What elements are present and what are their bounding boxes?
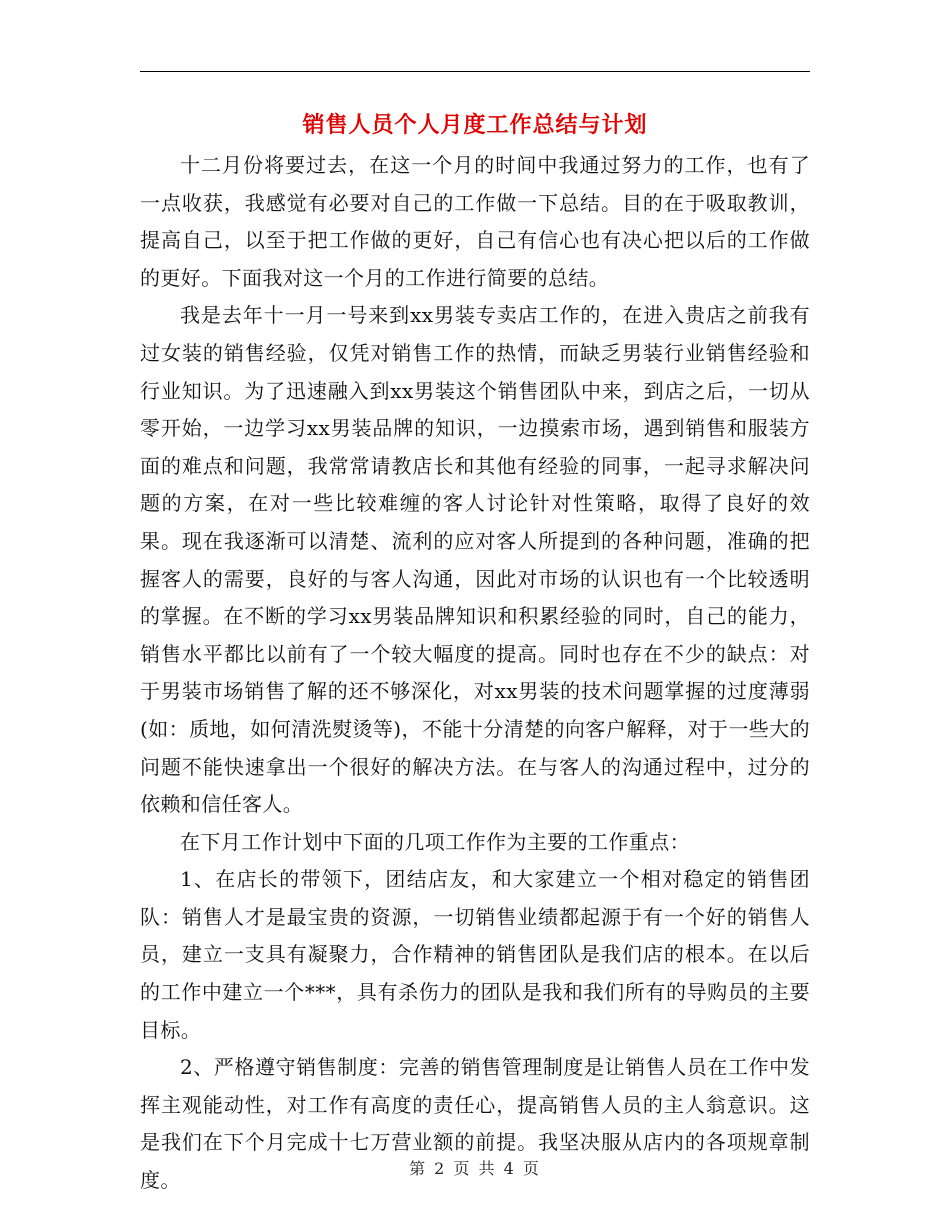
header-rule bbox=[140, 71, 810, 72]
paragraph-experience: 我是去年十一月一号来到xx男装专卖店工作的，在进入贵店之前我有过女装的销售经验，仅凭对销售工作的热情，而缺乏男装行业销售经验和行业知识。为了迅速融入到xx男装这个销售团队中来，到店之后，一切从零开始，一边学习xx男装品牌的知识，一边摸索市场，遇到销售和服装方面的难点和问题，我常常请教店长和其他有经验的同事，一起寻求解决问题的方案，在对一些比较难缠的客人讨论针对性策略，取得了良好的效果。现在我逐渐可以清楚、流利的应对客人所提到的各种问题，准确的把握客人的需要，良好的与客人沟通，因此对市场的认识也有一个比较透明的掌握。在不断的学习xx男装品牌知识和积累经验的同时，自己的能力，销售水平都比以前有了一个较大幅度的提高。同时也存在不少的缺点：对于男装市场销售了解的还不够深化，对xx男装的技术问题掌握的过度薄弱(如：质地，如何清洗熨烫等)，不能十分清楚的向客户解释，对于一些大的问题不能快速拿出一个很好的解决方法。在与客人的沟通过程中，过分的依赖和信任客人。 bbox=[140, 303, 810, 817]
paragraph-plan-intro: 在下月工作计划中下面的几项工作作为主要的工作重点： bbox=[180, 829, 690, 854]
paragraph-plan-item-2: 2、严格遵守销售制度：完善的销售管理制度是让销售人员在工作中发挥主观能动性，对工作有高度的责任心，提高销售人员的主人翁意识。这是我们在下个月完成十七万营业额的前提。我坚决服从店内的各项规章制度。 bbox=[140, 1055, 810, 1193]
document-body bbox=[140, 147, 810, 1200]
document-title: 销售人员个人月度工作总结与计划 bbox=[302, 113, 648, 138]
page-number: 第 2 页 共 4 页 bbox=[409, 1159, 541, 1178]
paragraph-intro: 十二月份将要过去，在这一个月的时间中我通过努力的工作，也有了一点收获，我感觉有必要对自己的工作做一下总结。目的在于吸取教训，提高自己，以至于把工作做的更好，自己有信心也有决心把以后的工作做的更好。下面我对这一个月的工作进行简要的总结。 bbox=[140, 153, 810, 290]
paragraph-plan-item-1: 1、在店长的带领下，团结店友，和大家建立一个相对稳定的销售团队：销售人才是最宝贵的资源，一切销售业绩都起源于有一个好的销售人员，建立一支具有凝聚力，合作精神的销售团队是我们店的根本。在以后的工作中建立一个***，具有杀伤力的团队是我和我们所有的导购员的主要目标。 bbox=[140, 867, 810, 1042]
